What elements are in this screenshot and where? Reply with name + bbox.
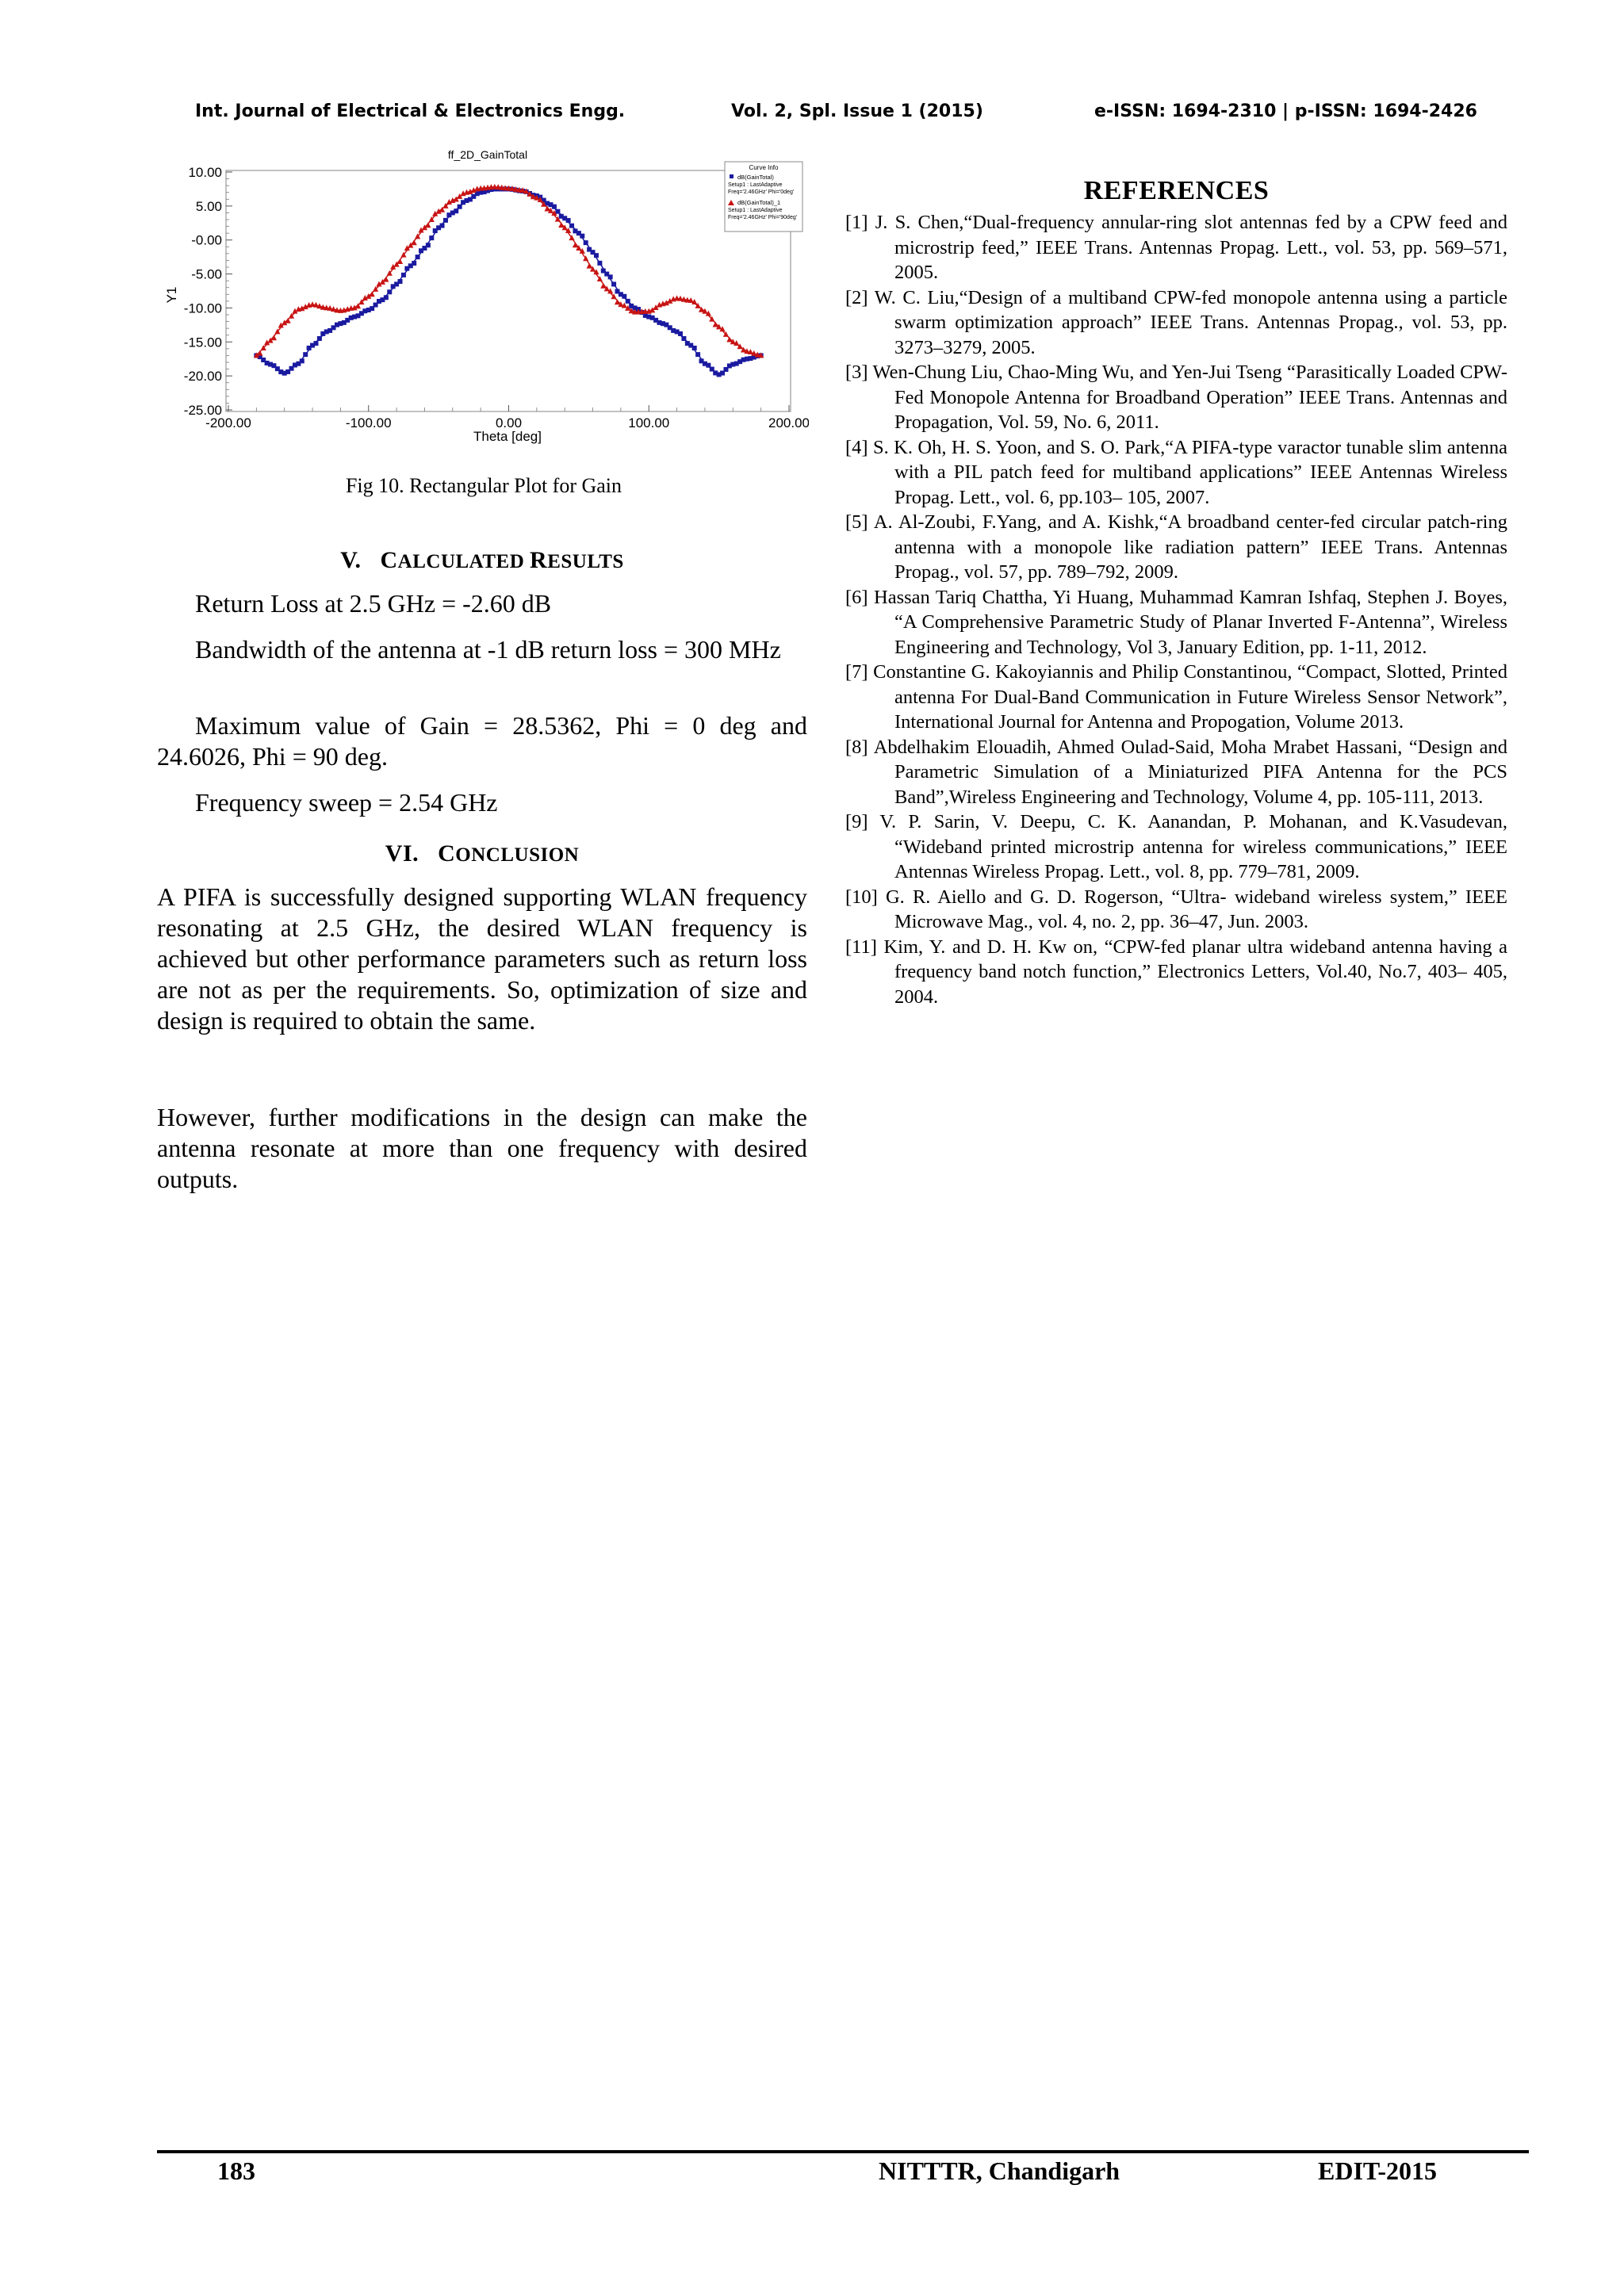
- y-tick-label: -10.00: [183, 300, 222, 316]
- data-point: [580, 234, 584, 239]
- data-point: [454, 209, 458, 213]
- legend-entry-1-line2: Setup1 : LastAdaptive: [728, 182, 783, 188]
- data-point: [387, 289, 392, 294]
- data-point: [370, 291, 375, 297]
- data-point: [584, 240, 588, 245]
- reference-item: [10] G. R. Aiello and G. D. Rogerson, “Ultra- wideband wireless system,” IEEE Microwave Mag., vol. 4, no. 2, pp. 36–47, Jun. 2003.: [845, 886, 1507, 932]
- reference-item: [11] Kim, Y. and D. H. Kw on, “CPW-fed planar ultra wideband antenna having a frequency band notch function,” Electronics Letters, Vol.40, No.7, 403– 405, 2004.: [845, 936, 1507, 1008]
- data-point: [681, 336, 686, 341]
- references-list: [845, 210, 1507, 1009]
- data-point: [317, 336, 322, 341]
- y-tick-label: -15.00: [183, 335, 222, 350]
- y-tick-label: -25.00: [183, 403, 222, 418]
- references-heading: REFERENCES: [1083, 176, 1270, 205]
- reference-item: [6] Hassan Tariq Chattha, Yi Huang, Muhammad Kamran Ishfaq, Stephen J. Boyes, “A Comprehensive Parametric Study of Planar Inverted F-Antenna”, Wireless Engineering and Technology, Vol 3, January Edition, pp. 1-11, 2012.: [845, 586, 1507, 658]
- data-point: [695, 352, 700, 357]
- conclusion-paragraph-2: However, further modifications in the design can make the antenna resonate at more than one frequency with desired outputs.: [157, 1103, 807, 1193]
- data-point: [412, 239, 417, 245]
- heading-cap: C: [380, 547, 398, 573]
- legend-square-marker: [730, 174, 733, 178]
- data-point: [597, 261, 602, 266]
- legend-entry-1-line1: dB(GainTotal): [737, 174, 774, 181]
- y-tick-label: -20.00: [183, 369, 222, 385]
- reference-item: [8] Abdelhakim Elouadih, Ahmed Oulad-Said, Moha Mrabet Hassani, “Design and Parametric Simulation of a Miniaturized PIFA Antenna for the PCS Band”,Wireless Engineering and Technology, Volume 4, pp. 105-111, 2013.: [845, 736, 1507, 808]
- legend-entry-1-line3: Freq='2.46GHz' Phi='0deg': [728, 189, 795, 195]
- section-number: VI.: [385, 840, 419, 867]
- data-point: [384, 295, 389, 300]
- y-axis-label: Y1: [164, 286, 179, 304]
- data-point: [443, 218, 448, 223]
- x-tick-label: 0.00: [495, 415, 523, 430]
- data-point: [726, 337, 732, 342]
- heading-rest: ONCLUSION: [455, 844, 580, 866]
- result-max-gain: Maximum value of Gain = 28.5362, Phi = 0 deg and 24.6026, Phi = 90 deg.: [157, 711, 807, 771]
- gain-plot-figure: [159, 144, 809, 446]
- x-tick-label: 200.00: [768, 415, 809, 430]
- journal-name: Int. Journal of Electrical & Electronics Engg.: [195, 101, 626, 121]
- data-point: [303, 352, 308, 357]
- data-point: [257, 350, 262, 356]
- series-layer: [254, 184, 764, 377]
- data-point: [300, 358, 304, 363]
- chart-title: ff_2D_GainTotal: [447, 148, 528, 161]
- data-point: [626, 299, 630, 304]
- data-point: [397, 258, 403, 264]
- y-tick-label: -0.00: [191, 232, 222, 248]
- legend-entry-2-line1: dB(GainTotal)_1: [737, 199, 781, 206]
- data-point: [440, 224, 445, 228]
- plot-frame: [226, 170, 791, 411]
- reference-item: [3] Wen-Chung Liu, Chao-Ming Wu, and Yen-Jui Tseng “Parasitically Loaded CPW-Fed Monopole Antenna for Broadband Operation” IEEE Trans. Antennas and Propagation, Vol. 59, No. 6, 2011.: [845, 362, 1507, 433]
- reference-item: [9] V. P. Sarin, V. Deepu, C. K. Aanandan, P. Mohanan, and K.Vasudevan, “Wideband printed microstrip antenna for wireless communications,” IEEE Antennas Wireless Propag. Lett., vol. 8, pp. 779–781, 2009.: [845, 811, 1507, 882]
- result-return-loss: Return Loss at 2.5 GHz = -2.60 dB: [195, 589, 552, 618]
- data-point: [566, 218, 571, 223]
- data-point: [398, 279, 403, 284]
- footer-event: EDIT-2015: [1318, 2156, 1437, 2185]
- data-point: [313, 341, 318, 346]
- series-1: [254, 186, 763, 377]
- x-axis-label: Theta [deg]: [473, 429, 542, 444]
- reference-item: [1] J. S. Chen,“Dual-frequency annular-ring slot antennas fed by a CPW feed and microstrip feed,” IEEE Trans. Antennas Propag. Lett., vol. 53, pp. 569–571, 2005.: [845, 212, 1507, 283]
- x-tick-label: -100.00: [345, 415, 392, 430]
- series-line: [256, 189, 760, 374]
- issn-info: e-ISSN: 1694-2310 | p-ISSN: 1694-2426: [1094, 101, 1477, 121]
- reference-item: [5] A. Al-Zoubi, F.Yang, and A. Kishk,“A broadband center-fed circular patch-ring antenna with a monopole like radiation pattern” IEEE Trans. Antennas Propag., vol. 57, pp. 789–792, 2009.: [845, 511, 1507, 583]
- volume-info: Vol. 2, Spl. Issue 1 (2015): [731, 101, 983, 121]
- data-point: [458, 205, 462, 209]
- data-point: [622, 294, 626, 299]
- result-frequency-sweep: Frequency sweep = 2.54 GHz: [195, 788, 498, 817]
- heading-rest: ALCULATED: [397, 551, 530, 572]
- y-tick-label: 5.00: [195, 198, 222, 214]
- data-point: [615, 299, 620, 304]
- data-point: [600, 283, 606, 289]
- data-point: [611, 281, 616, 286]
- axis-ticks: [184, 165, 809, 430]
- heading-cap: R: [530, 547, 548, 573]
- data-point: [587, 263, 592, 269]
- figure-caption: Fig 10. Rectangular Plot for Gain: [345, 474, 622, 497]
- y-tick-label: -5.00: [191, 266, 222, 282]
- data-point: [429, 235, 434, 240]
- data-point: [401, 273, 406, 277]
- data-point: [552, 205, 557, 209]
- x-tick-label: 100.00: [628, 415, 670, 430]
- data-point: [425, 222, 431, 228]
- data-point: [555, 209, 560, 214]
- heading-rest: ESULTS: [547, 551, 624, 572]
- reference-item: [2] W. C. Liu,“Design of a multiband CPW-fed monopole antenna using a particle swarm optimization approach” IEEE Trans. Antennas Propag., vol. 53, pp. 3273–3279, 2005.: [845, 286, 1507, 358]
- footer-rule: [157, 2150, 1529, 2153]
- section-calculated-results-heading: [157, 547, 807, 574]
- data-point: [713, 322, 718, 327]
- data-point: [412, 261, 416, 266]
- data-point: [692, 346, 697, 350]
- page-number: 183: [217, 2156, 255, 2185]
- chart-legend: [725, 162, 802, 232]
- legend-entry-2-line3: Freq='2.46GHz' Phi='90deg': [728, 215, 798, 220]
- data-point: [594, 253, 599, 258]
- heading-cap: C: [438, 840, 456, 867]
- legend-entry-2-line2: Setup1 : LastAdaptive: [728, 208, 783, 213]
- data-point: [383, 277, 389, 282]
- data-point: [271, 335, 277, 340]
- x-tick-label: -200.00: [205, 415, 251, 430]
- data-point: [573, 242, 578, 247]
- y-tick-label: 10.00: [188, 165, 222, 180]
- data-point: [426, 243, 431, 247]
- data-point: [285, 318, 291, 323]
- data-point: [678, 331, 683, 336]
- conclusion-paragraph-1: A PIFA is successfully designed supporting WLAN frequency resonating at 2.5 GHz, the desired WLAN frequency is achieved but other performance parameters such as return loss are not as per the requirements. So, optimization of size and design is required to obtain the same.: [157, 882, 807, 1035]
- data-point: [416, 254, 420, 259]
- section-conclusion-heading: [157, 840, 807, 867]
- section-number: V.: [340, 547, 362, 573]
- reference-item: [7] Constantine G. Kakoyiannis and Philip Constantinou, “Compact, Slotted, Printed antenna For Dual-Band Communication in Future Wireless Sensor Network”, International Journal for Antenna and Propogation, Volume 2013.: [845, 661, 1507, 733]
- data-point: [558, 222, 564, 228]
- legend-title: Curve Info: [749, 164, 779, 171]
- result-bandwidth: Bandwidth of the antenna at -1 dB return loss = 300 MHz: [195, 635, 781, 664]
- reference-item: [4] S. K. Oh, H. S. Yoon, and S. O. Park,“A PIFA-type varactor tunable slim antenna with a PIL patch feed for multiband applications” IEEE Antennas Wireless Propag. Lett., vol. 6, pp.103– 105, 2007.: [845, 436, 1507, 508]
- gain-plot: [159, 144, 809, 446]
- data-point: [608, 274, 613, 279]
- data-point: [569, 224, 574, 228]
- footer-institute: NITTTR, Chandigarh: [879, 2156, 1120, 2185]
